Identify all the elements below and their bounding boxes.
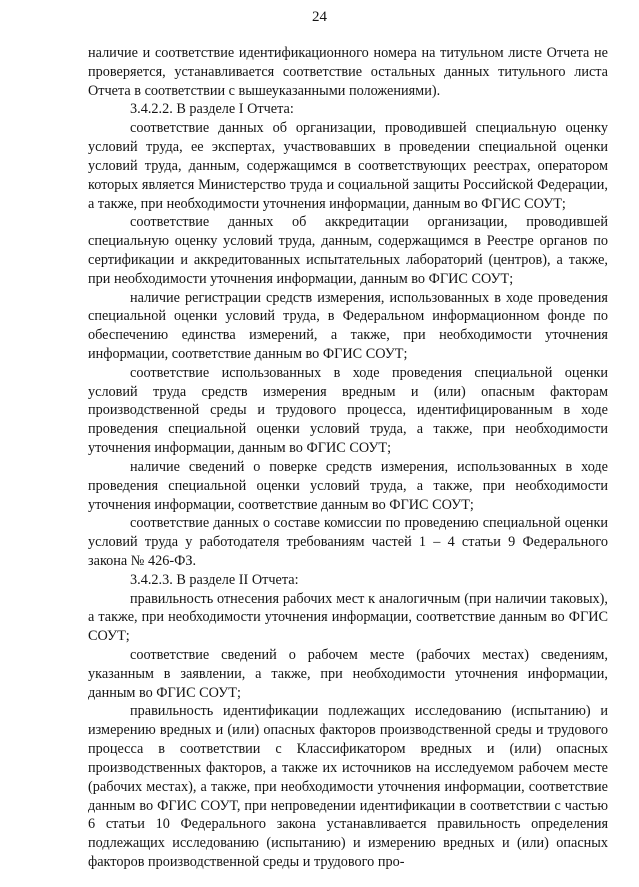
page-number: 24 [312,9,327,25]
paragraph-workplace-info: соответствие сведений о рабочем месте (рабочих местах) сведениям, указанным в заявлении, а также, при необходимости уточнения информации, данным во ФГИС СОУТ; [88,647,608,701]
paragraph-measurement-registration: наличие регистрации средств измерения, использованных в ходе проведения специальной оценки условий труда, в Федеральном информационном фонде по обеспечению единства измерений, а также, при необходимости уточнения информации, соответствие данным во ФГИС СОУТ; [88,289,608,362]
paragraph-organization-data: соответствие данных об организации, проводившей специальную оценку условий труда, ее экспертах, участвовавших в проведении специальной оценки условий труда, данным, содержащимся в соответствующих реестрах, оператором которых является Министерство труда и социальной защиты Российской Федерации, а также, при необходимости уточнения информации, данным во ФГИС СОУТ; [88,120,608,212]
paragraph-analogous-workplaces: правильность отнесения рабочих мест к аналогичным (при наличии таковых), а также, при необходимости уточнения информации, соответствие данным во ФГИС СОУТ; [88,590,608,645]
paragraph-accreditation-data: соответствие данных об аккредитации организации, проводившей специальную оценку условий труда, данным, содержащимся в Реестре органов по сертификации и аккредитованных испытательных лабораторий (центров), а также, при необходимости уточнения информации, данным во ФГИС СОУТ; [88,214,608,287]
section-heading-3-4-2-3: 3.4.2.3. В разделе II Отчета: [130,571,299,588]
section-heading-3-4-2-2: 3.4.2.2. В разделе I Отчета: [130,101,294,118]
paragraph-commission-composition: соответствие данных о составе комиссии по проведению специальной оценки условий труда у работодателя требованиям частей 1 – 4 статьи 9 Федерального закона № 426-ФЗ. [88,515,608,569]
paragraph-verification-info: наличие сведений о поверке средств измерения, использованных в ходе проведения специальной оценки условий труда, а также, при необходимости уточнения информации, соответствие данным во ФГИС СОУТ; [88,458,608,513]
document-body [88,44,608,872]
paragraph-factor-identification: правильность идентификации подлежащих исследованию (испытанию) и измерению вредных и (или) опасных факторов производственной среды и трудового процесса в соответствии с Классификатором вредных и (или) опасных производственных факторов, а также их источников на исследуемом рабочем месте (рабочих местах), а также, при необходимости уточнения информации, соответствие данным во ФГИС СОУТ, при непроведении идентификации в соответствии с частью 6 статьи 10 Федерального закона устанавливается правильность определения подлежащих исследованию (испытанию) и измерению вредных и (или) опасных факторов производственной среды и трудового про- [88,703,608,870]
paragraph-title-page-check: наличие и соответствие идентификационного номера на титульном листе Отчета не проверяется, устанавливается соответствие остальных данных титульного листа Отчета в соответствии с вышеуказанными положениями). [88,45,608,99]
paragraph-measurement-compliance: соответствие использованных в ходе проведения специальной оценки условий труда средств измерения вредным и (или) опасным факторам производственной среды и трудового процесса, идентифицированным в ходе проведения специальной оценки условий труда, а также, при необходимости уточнения информации, данным во ФГИС СОУТ; [88,364,608,457]
